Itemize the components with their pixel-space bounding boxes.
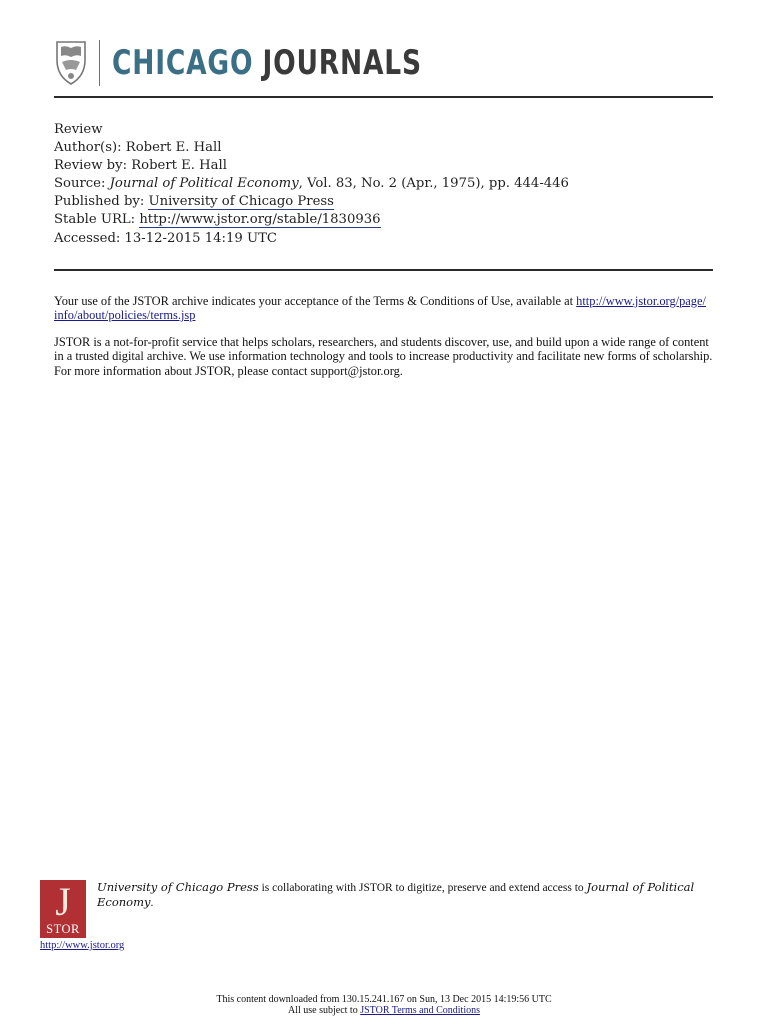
top-divider — [54, 96, 713, 98]
jstor-logo-word: STOR — [46, 922, 80, 936]
collab-text: is collaborating with JSTOR to digitize, preserve and extend access to — [258, 882, 587, 894]
publisher-link[interactable]: University of Chicago Press — [148, 194, 334, 210]
subject-text: All use subject to — [288, 1005, 361, 1016]
university-seal-icon — [54, 38, 88, 86]
terms-paragraph — [54, 294, 718, 323]
accessed-value: 13-12-2015 14:19 UTC — [124, 230, 277, 246]
review-label: Review — [54, 122, 103, 137]
journal-name-end: . — [150, 897, 154, 909]
jstor-logo-letter: J — [55, 879, 71, 924]
accessed-line — [54, 230, 569, 248]
stable-url-link[interactable]: http://www.jstor.org/stable/1830936 — [139, 212, 381, 228]
published-line — [54, 193, 569, 211]
collaboration-note — [97, 880, 717, 910]
brand-primary: CHICAGO — [112, 43, 254, 83]
terms-text: Your use of the JSTOR archive indicates your acceptance of the Terms & Conditions of Use, available at — [54, 294, 577, 308]
download-notice: This content downloaded from 130.15.241.167 on Sun, 13 Dec 2015 14:19:56 UTC — [216, 994, 552, 1005]
authors-line — [54, 139, 569, 157]
stable-url-line — [54, 211, 569, 229]
bottom-divider — [54, 269, 713, 271]
review-line — [54, 121, 569, 139]
source-line — [54, 175, 569, 193]
jstor-logo[interactable] — [40, 880, 86, 938]
jstor-url-link[interactable]: http://www.jstor.org — [40, 940, 125, 951]
about-paragraph: JSTOR is a not-for-profit service that helps scholars, researchers, and students discover, use, and build upon a wide range of content in a trusted digital archive. We use information technology and tools to increase productivity and facilitate new forms of scholarship. For more information about JSTOR, please contact support@jstor.org. — [54, 335, 713, 378]
review-by-line — [54, 157, 569, 175]
source-label: Source: — [54, 176, 106, 192]
source-journal: Journal of Political Economy — [109, 176, 299, 192]
jstor-terms-link[interactable]: JSTOR Terms and Conditions — [360, 1005, 480, 1016]
stable-url-label: Stable URL: — [54, 212, 136, 228]
publisher-name: University of Chicago Press — [97, 880, 259, 894]
terms-url-part1: http://www.jstor.org/page/ — [576, 294, 706, 308]
review-by-label: Review by: — [54, 158, 128, 174]
logo-divider — [99, 40, 100, 86]
chicago-journals-logo — [112, 40, 422, 86]
terms-url-part2: info/about/policies/terms.jsp — [54, 308, 196, 323]
source-details: , Vol. 83, No. 2 (Apr., 1975), pp. 444-446 — [298, 176, 569, 192]
review-by-value: Robert E. Hall — [131, 158, 227, 174]
journal-name-part1: Journal of Political — [586, 880, 695, 894]
accessed-label: Accessed: — [54, 230, 121, 246]
published-label: Published by: — [54, 194, 145, 210]
authors-value: Robert E. Hall — [125, 140, 222, 156]
authors-label: Author(s): — [54, 140, 122, 156]
brand-secondary: JOURNALS — [262, 43, 422, 83]
terms-notice — [0, 1005, 768, 1016]
journal-name-part2: Economy — [97, 895, 151, 909]
article-metadata — [54, 121, 569, 248]
